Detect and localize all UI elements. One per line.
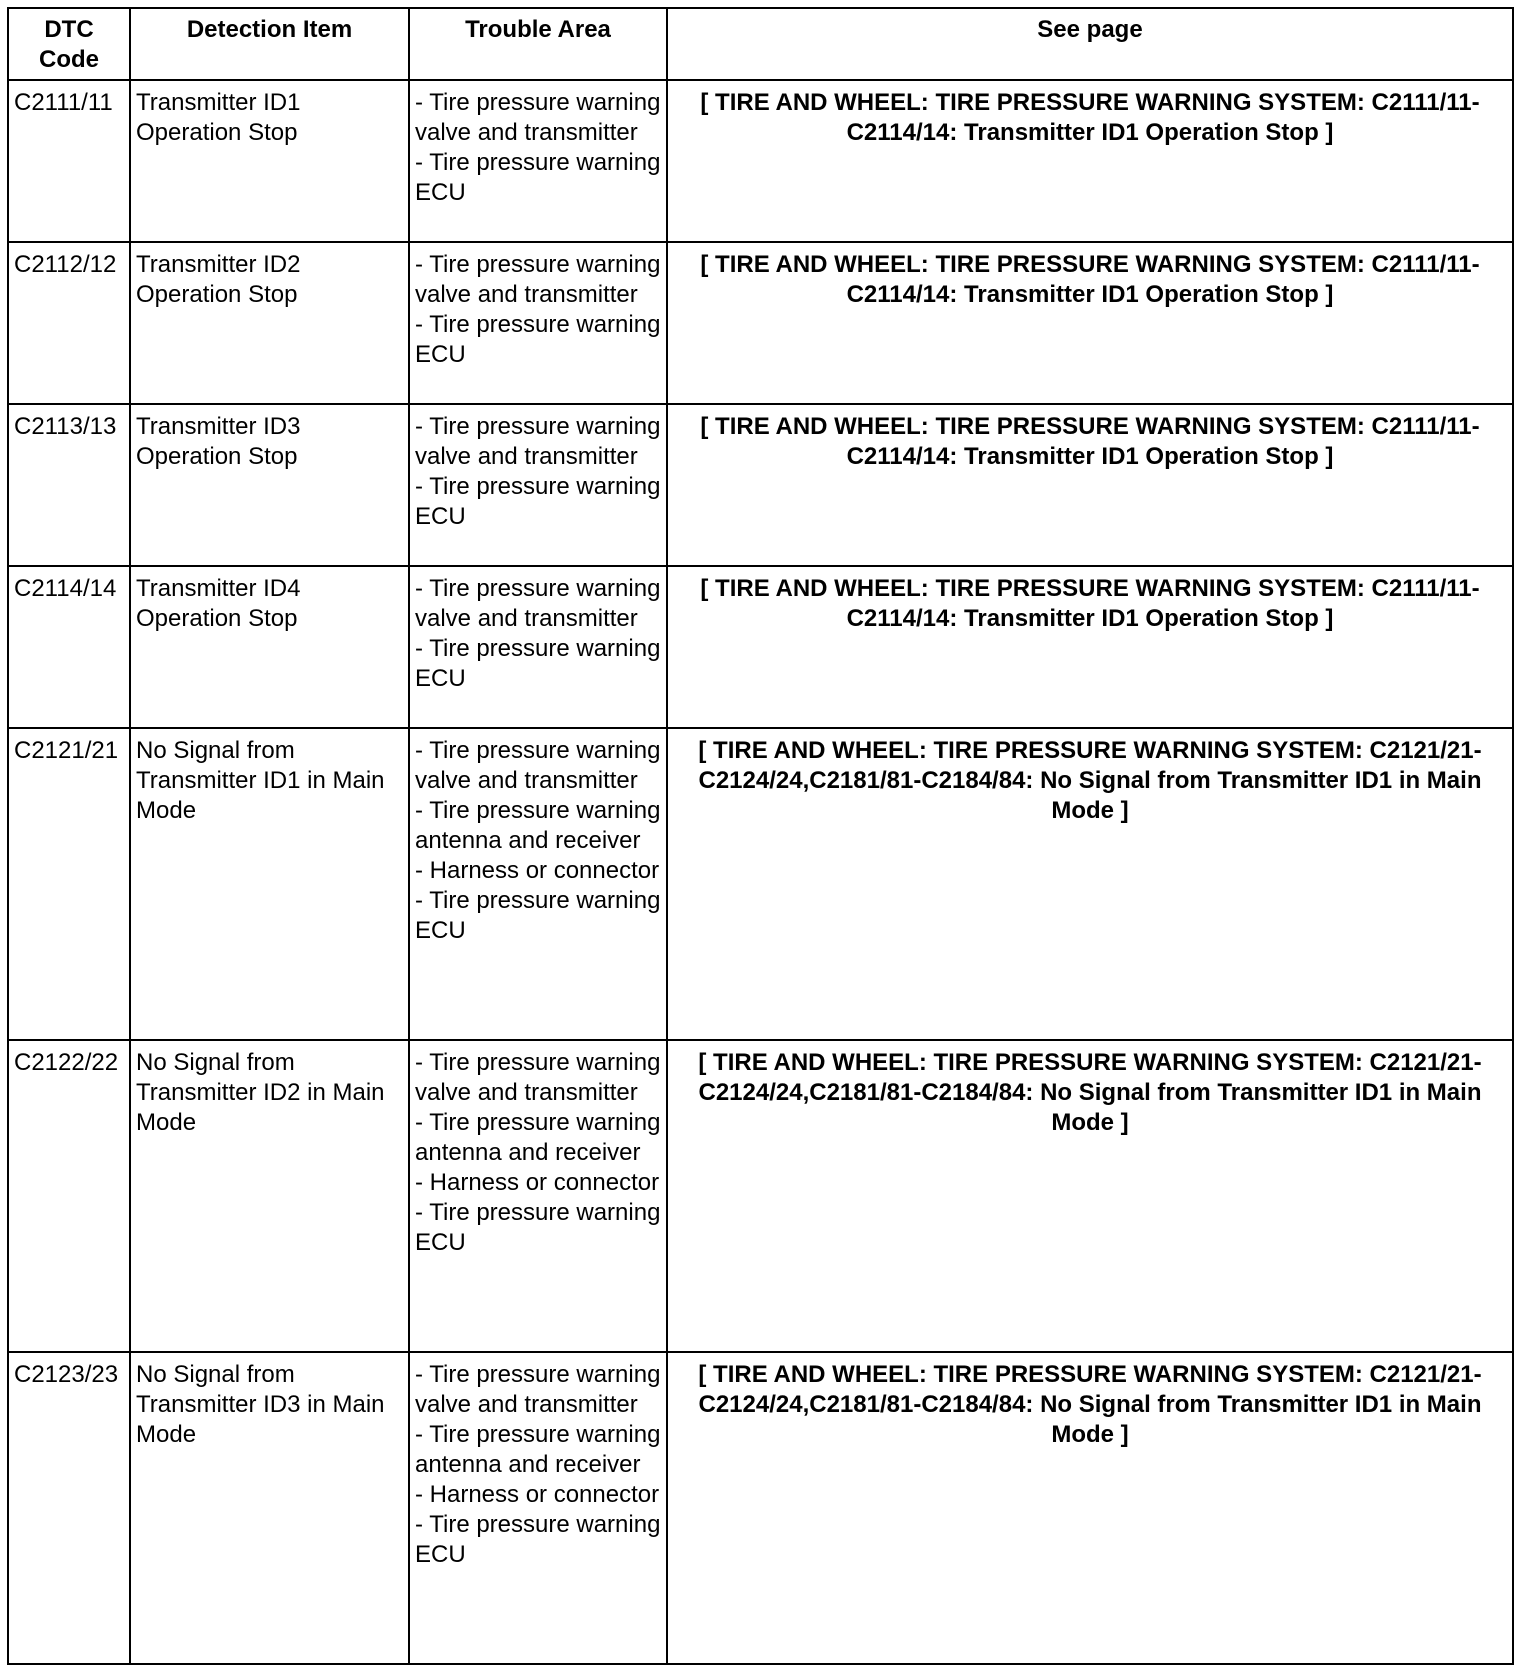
table-row xyxy=(8,566,1513,728)
detection-item-cell: Transmitter ID2 Operation Stop xyxy=(130,242,409,404)
trouble-area-item: - Tire pressure warning valve and transmitter xyxy=(415,89,661,146)
table-row xyxy=(8,1040,1513,1352)
see-page-link[interactable]: [ TIRE AND WHEEL: TIRE PRESSURE WARNING SYSTEM: C2121/21-C2124/24,C2181/81-C2184/84: No Signal from Transmitter ID1 in Main Mode ] xyxy=(667,728,1513,1040)
table-row xyxy=(8,404,1513,566)
dtc-table xyxy=(7,7,1514,1665)
trouble-area-item: - Tire pressure warning antenna and receiver xyxy=(415,1421,661,1478)
dtc-code-cell: C2113/13 xyxy=(8,404,130,566)
trouble-area-item: - Tire pressure warning ECU xyxy=(415,473,661,530)
trouble-area-item: - Tire pressure warning valve and transmitter xyxy=(415,737,661,794)
trouble-area-cell xyxy=(409,1352,667,1664)
trouble-area-cell xyxy=(409,80,667,242)
trouble-area-item: - Tire pressure warning valve and transmitter xyxy=(415,575,661,632)
dtc-code-cell: C2112/12 xyxy=(8,242,130,404)
detection-item-cell: No Signal from Transmitter ID2 in Main Mode xyxy=(130,1040,409,1352)
table-row xyxy=(8,80,1513,242)
trouble-area-item: - Tire pressure warning ECU xyxy=(415,149,661,206)
trouble-area-item: - Tire pressure warning valve and transmitter xyxy=(415,251,661,308)
trouble-area-cell xyxy=(409,404,667,566)
see-page-link[interactable]: [ TIRE AND WHEEL: TIRE PRESSURE WARNING SYSTEM: C2111/11-C2114/14: Transmitter ID1 Operation Stop ] xyxy=(667,566,1513,728)
detection-item-cell: Transmitter ID4 Operation Stop xyxy=(130,566,409,728)
trouble-area-item: - Harness or connector xyxy=(415,857,660,884)
table-row xyxy=(8,1352,1513,1664)
trouble-area-item: - Tire pressure warning ECU xyxy=(415,1199,661,1256)
dtc-code-cell: C2122/22 xyxy=(8,1040,130,1352)
trouble-area-item: - Tire pressure warning valve and transmitter xyxy=(415,1049,661,1106)
dtc-code-cell: C2114/14 xyxy=(8,566,130,728)
trouble-area-item: - Tire pressure warning antenna and receiver xyxy=(415,1109,661,1166)
header-dtc-code: DTC Code xyxy=(8,8,130,80)
trouble-area-item: - Tire pressure warning ECU xyxy=(415,1511,661,1568)
header-row xyxy=(8,8,1513,80)
trouble-area-cell xyxy=(409,1040,667,1352)
table-row xyxy=(8,242,1513,404)
header-detection-item: Detection Item xyxy=(130,8,409,80)
see-page-link[interactable]: [ TIRE AND WHEEL: TIRE PRESSURE WARNING SYSTEM: C2121/21-C2124/24,C2181/81-C2184/84: No Signal from Transmitter ID1 in Main Mode ] xyxy=(667,1352,1513,1664)
trouble-area-cell xyxy=(409,242,667,404)
see-page-link[interactable]: [ TIRE AND WHEEL: TIRE PRESSURE WARNING SYSTEM: C2111/11-C2114/14: Transmitter ID1 Operation Stop ] xyxy=(667,80,1513,242)
dtc-code-cell: C2111/11 xyxy=(8,80,130,242)
detection-item-cell: No Signal from Transmitter ID3 in Main Mode xyxy=(130,1352,409,1664)
detection-item-cell: No Signal from Transmitter ID1 in Main Mode xyxy=(130,728,409,1040)
trouble-area-item: - Harness or connector xyxy=(415,1169,660,1196)
header-trouble-area: Trouble Area xyxy=(409,8,667,80)
trouble-area-cell xyxy=(409,728,667,1040)
dtc-code-cell: C2121/21 xyxy=(8,728,130,1040)
header-see-page: See page xyxy=(667,8,1513,80)
table-row xyxy=(8,728,1513,1040)
trouble-area-item: - Harness or connector xyxy=(415,1481,660,1508)
see-page-link[interactable]: [ TIRE AND WHEEL: TIRE PRESSURE WARNING SYSTEM: C2121/21-C2124/24,C2181/81-C2184/84: No Signal from Transmitter ID1 in Main Mode ] xyxy=(667,1040,1513,1352)
trouble-area-cell xyxy=(409,566,667,728)
detection-item-cell: Transmitter ID1 Operation Stop xyxy=(130,80,409,242)
dtc-code-cell: C2123/23 xyxy=(8,1352,130,1664)
trouble-area-item: - Tire pressure warning antenna and receiver xyxy=(415,797,661,854)
trouble-area-item: - Tire pressure warning ECU xyxy=(415,311,661,368)
detection-item-cell: Transmitter ID3 Operation Stop xyxy=(130,404,409,566)
see-page-link[interactable]: [ TIRE AND WHEEL: TIRE PRESSURE WARNING SYSTEM: C2111/11-C2114/14: Transmitter ID1 Operation Stop ] xyxy=(667,404,1513,566)
trouble-area-item: - Tire pressure warning valve and transmitter xyxy=(415,413,661,470)
see-page-link[interactable]: [ TIRE AND WHEEL: TIRE PRESSURE WARNING SYSTEM: C2111/11-C2114/14: Transmitter ID1 Operation Stop ] xyxy=(667,242,1513,404)
trouble-area-item: - Tire pressure warning valve and transmitter xyxy=(415,1361,661,1418)
trouble-area-item: - Tire pressure warning ECU xyxy=(415,635,661,692)
trouble-area-item: - Tire pressure warning ECU xyxy=(415,887,661,944)
